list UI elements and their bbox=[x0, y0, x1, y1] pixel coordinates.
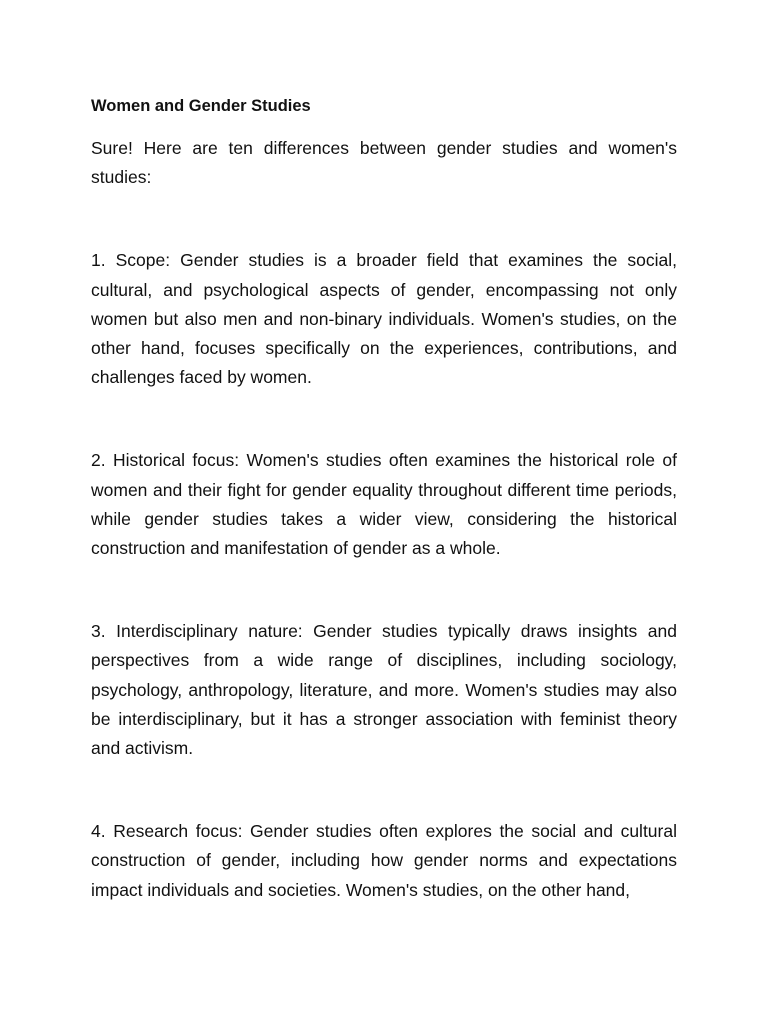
document-body bbox=[91, 92, 677, 905]
list-item-research-focus: 4. Research focus: Gender studies often explores the social and cultural construction of gender, including how gender norms and expectations impact individuals and societies. Women's studies, on the other hand, bbox=[91, 821, 677, 900]
document-title: Women and Gender Studies bbox=[91, 97, 311, 115]
list-item-historical-focus: 2. Historical focus: Women's studies often examines the historical role of women and their fight for gender equality throughout different time periods, while gender studies takes a wider view, considering the historical construction and manifestation of gender as a whole. bbox=[91, 450, 677, 559]
list-item-scope: 1. Scope: Gender studies is a broader field that examines the social, cultural, and psychological aspects of gender, encompassing not only women but also men and non-binary individuals. Women's studies, on the other hand, focuses specifically on the experiences, contributions, and challenges faced by women. bbox=[91, 250, 677, 388]
list-item-interdisciplinary-nature: 3. Interdisciplinary nature: Gender studies typically draws insights and perspectives from a wide range of disciplines, including sociology, psychology, anthropology, literature, and more. Women's studies may also be interdisciplinary, but it has a stronger association with feminist theory and activism. bbox=[91, 621, 677, 759]
intro-paragraph: Sure! Here are ten differences between gender studies and women's studies: bbox=[91, 138, 677, 188]
